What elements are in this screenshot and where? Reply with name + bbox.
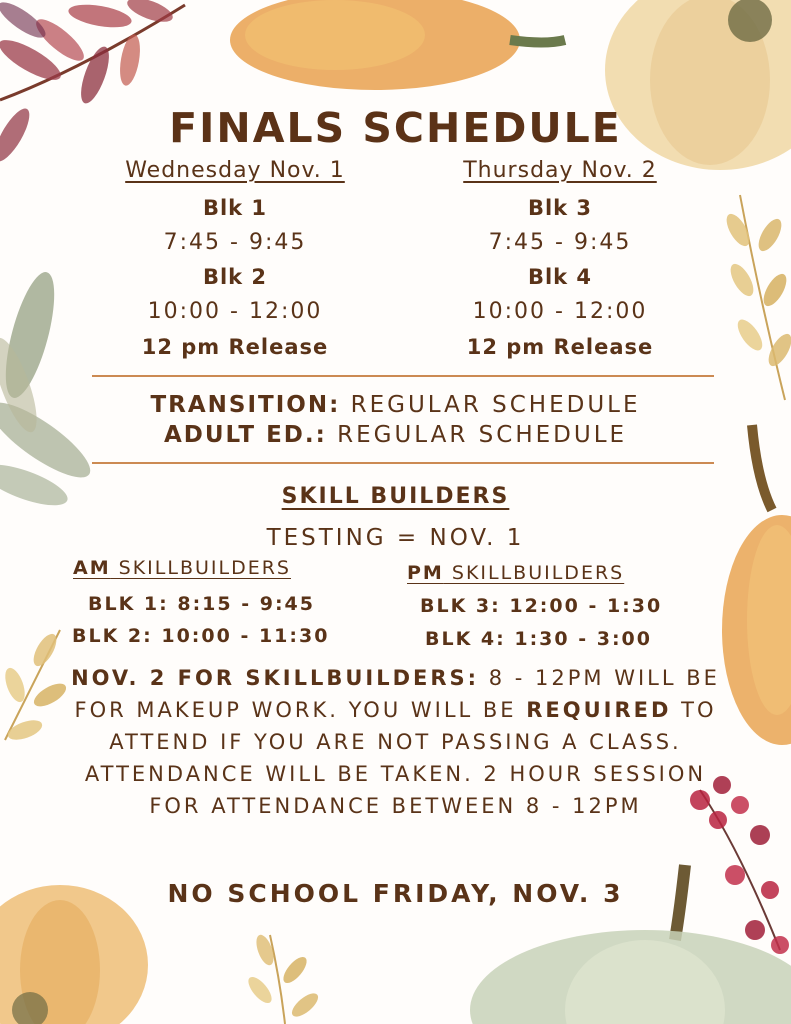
golden-leaves-bottom-illustration [240,930,330,1024]
pumpkin-top-center-illustration [225,0,570,95]
pm-row-2: BLK 4: 1:30 - 3:00 [425,628,652,650]
notice-part-2: TO ATTEND IF YOU ARE NOT PASSING A CLASS. ATTENDANCE WILL BE TAKEN. 2 HOUR SESSION FOR ATTENDANCE BETWEEN 8 - 12PM [84,698,717,818]
am-row-2: BLK 2: 10:00 - 11:30 [72,625,330,647]
thursday-block-3-label: Blk 3 [527,196,593,220]
divider-top [92,375,714,377]
skill-builders-heading: SKILL BUILDERS [281,484,510,509]
wednesday-heading: Wednesday Nov. 1 [125,158,345,183]
notice-lead: NOV. 2 FOR SKILLBUILDERS: [71,666,480,690]
golden-leaves-right-illustration [720,190,791,405]
thursday-block-3-time: 7:45 - 9:45 [488,230,632,255]
page-title: FINALS SCHEDULE [169,104,622,152]
skillbuilders-notice [60,662,731,822]
pm-heading-rest: SKILLBUILDERS [443,562,625,584]
thursday-block-4-label: Blk 4 [527,265,593,289]
wednesday-block-2-time: 10:00 - 12:00 [147,299,323,324]
am-label: AM [73,557,111,579]
leaves-left-illustration [0,265,95,515]
notice-part-1: 8 - 12PM WILL BE FOR MAKEUP WORK. YOU WILL BE [74,666,720,722]
wednesday-block-1-time: 7:45 - 9:45 [163,230,307,255]
no-school-notice: NO SCHOOL FRIDAY, NOV. 3 [167,879,624,908]
transition-line [0,392,791,418]
wednesday-block-1-label: Blk 1 [202,196,268,220]
pm-row-1: BLK 3: 12:00 - 1:30 [420,595,663,617]
wednesday-block-2-label: Blk 2 [202,265,268,289]
testing-date: TESTING = NOV. 1 [266,525,525,551]
transition-value: REGULAR SCHEDULE [350,392,641,418]
thursday-heading: Thursday Nov. 2 [463,158,657,183]
am-skillbuilders-heading [73,557,291,579]
adult-ed-label: ADULT ED.: [163,422,327,448]
am-row-1: BLK 1: 8:15 - 9:45 [88,593,315,615]
adult-ed-line [0,422,791,448]
divider-bottom [92,462,714,464]
am-heading-rest: SKILLBUILDERS [110,557,291,579]
thursday-release: 12 pm Release [466,335,654,359]
adult-ed-value: REGULAR SCHEDULE [337,422,628,448]
thursday-block-4-time: 10:00 - 12:00 [472,299,648,324]
wednesday-release: 12 pm Release [141,335,329,359]
pm-skillbuilders-heading [407,562,624,584]
notice-required: REQUIRED [526,698,672,722]
skill-builders-section [0,484,791,509]
pm-label: PM [407,562,444,584]
transition-label: TRANSITION: [150,392,341,418]
